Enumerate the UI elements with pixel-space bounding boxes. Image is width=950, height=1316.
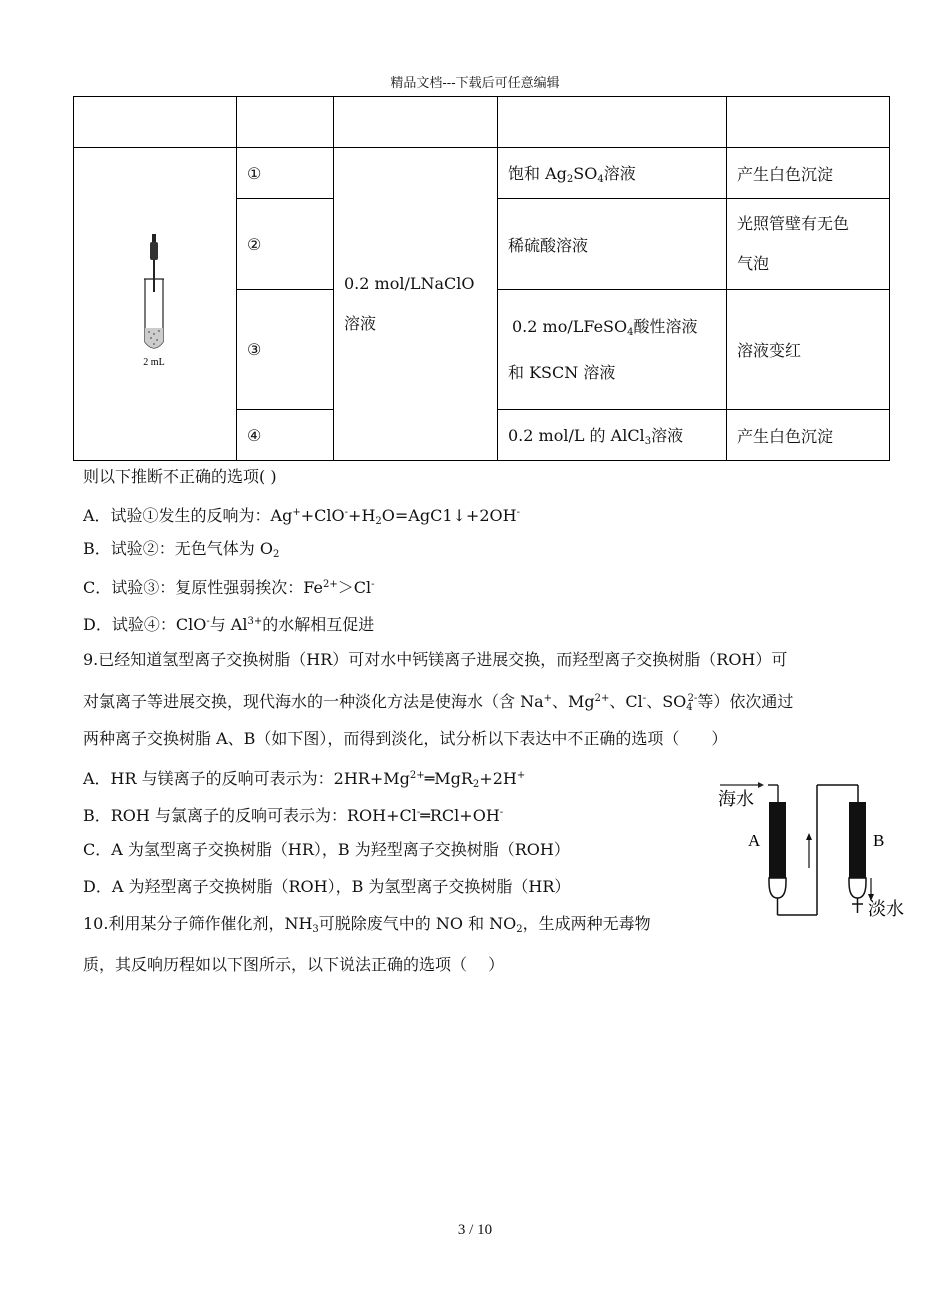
freshwater-label: 淡水 — [868, 899, 904, 920]
test-tube-cell — [74, 148, 237, 461]
phenomenon-cell: 产生白色沉淀 — [727, 148, 890, 199]
reagent-cell: 0.2 mol/LNaClO 溶液 — [334, 148, 498, 461]
phenomenon-cell: 产生白色沉淀 — [727, 410, 890, 461]
phenomenon-cell: 溶液变红 — [727, 290, 890, 410]
q9-option-c: C．A 为氢型离子交换树脂（HR），B 为羟型离子交换树脂（ROH） — [83, 840, 570, 859]
q8-option-d: D．试验④：ClO-与 $Al^{3+}$的水解相互促进 — [83, 615, 375, 634]
q9-option-a: A．HR 与镁离子的反响可表示为：$2HR+Mg^{2+}═MgR_2+2H^+$ — [83, 769, 526, 790]
q9-stem-line1: 9.已经知道氢型离子交换树脂（HR）可对水中钙镁离子进展交换，而羟型离子交换树脂（ROH）可 — [83, 650, 788, 669]
table-row — [74, 148, 890, 199]
q8-option-b: B．试验②：无色气体为 $O_2$ — [83, 539, 280, 560]
q9-option-d: D．A 为羟型离子交换树脂（ROH），B 为氢型离子交换树脂（HR） — [83, 877, 571, 896]
q10-stem-line1: 10.利用某分子筛作催化剂，$NH_3$可脱除废气中的 NO 和 $NO_2$，生成两种无毒物 — [83, 914, 651, 935]
page-number: 3 / 10 — [457, 1222, 493, 1238]
resin-column-b — [849, 802, 866, 878]
row-number: ② — [237, 199, 334, 290]
solution-cell: 0.2 mo/LFeSO$_4$酸性溶液 和 KSCN 溶液 — [498, 290, 727, 410]
row-number: ④ — [237, 410, 334, 461]
q8-option-a: A．试验①发生的反响为：$Ag^++ClO^-+H_2O=AgC1↓+2OH^-$ — [83, 506, 520, 527]
table-header-row — [74, 97, 890, 148]
volume-label: 2 mL — [143, 357, 165, 368]
solution-cell: 0.2 mol/L 的 AlCl$_3$溶液 — [498, 410, 727, 461]
solution-cell: 饱和 $Ag_2SO_4$溶液 — [498, 148, 727, 199]
q8-stem: 则以下推断不正确的选项( ) — [83, 467, 277, 486]
q10-stem-line2: 质，其反响历程如以下图所示，以下说法正确的选项（ ） — [83, 955, 505, 974]
phenomenon-cell: 光照管壁有无色 气泡 — [727, 199, 890, 290]
experiment-table — [73, 96, 890, 461]
test-tube-dropper-icon — [125, 232, 185, 372]
page-header: 精品文档---下载后可任意编辑 — [390, 76, 560, 91]
q9-stem-line3: 两种离子交换树脂 A、B（如下图），而得到淡化，试分析以下表达中不正确的选项（ ） — [83, 729, 728, 748]
label-b: B — [873, 831, 885, 850]
row-number: ③ — [237, 290, 334, 410]
solution-cell: 稀硫酸溶液 — [498, 199, 727, 290]
resin-column-a — [769, 802, 786, 878]
ion-exchange-apparatus-diagram — [718, 778, 918, 923]
q9-option-b: B．ROH 与氯离子的反响可表示为：ROH+Cl-═RCl+OH- — [83, 806, 504, 825]
row-number: ① — [237, 148, 334, 199]
label-a: A — [748, 831, 761, 850]
q8-option-c: C．试验③：复原性强弱挨次：$Fe^{2+}>Cl^-$ — [83, 578, 375, 597]
q9-stem-line2: 对氯离子等进展交换，现代海水的一种淡化方法是使海水（含 Na+、$Mg^{2+}$、Cl-、$SO_4^{2-}$等）依次通过 — [83, 692, 794, 713]
seawater-label: 海水 — [718, 789, 754, 810]
